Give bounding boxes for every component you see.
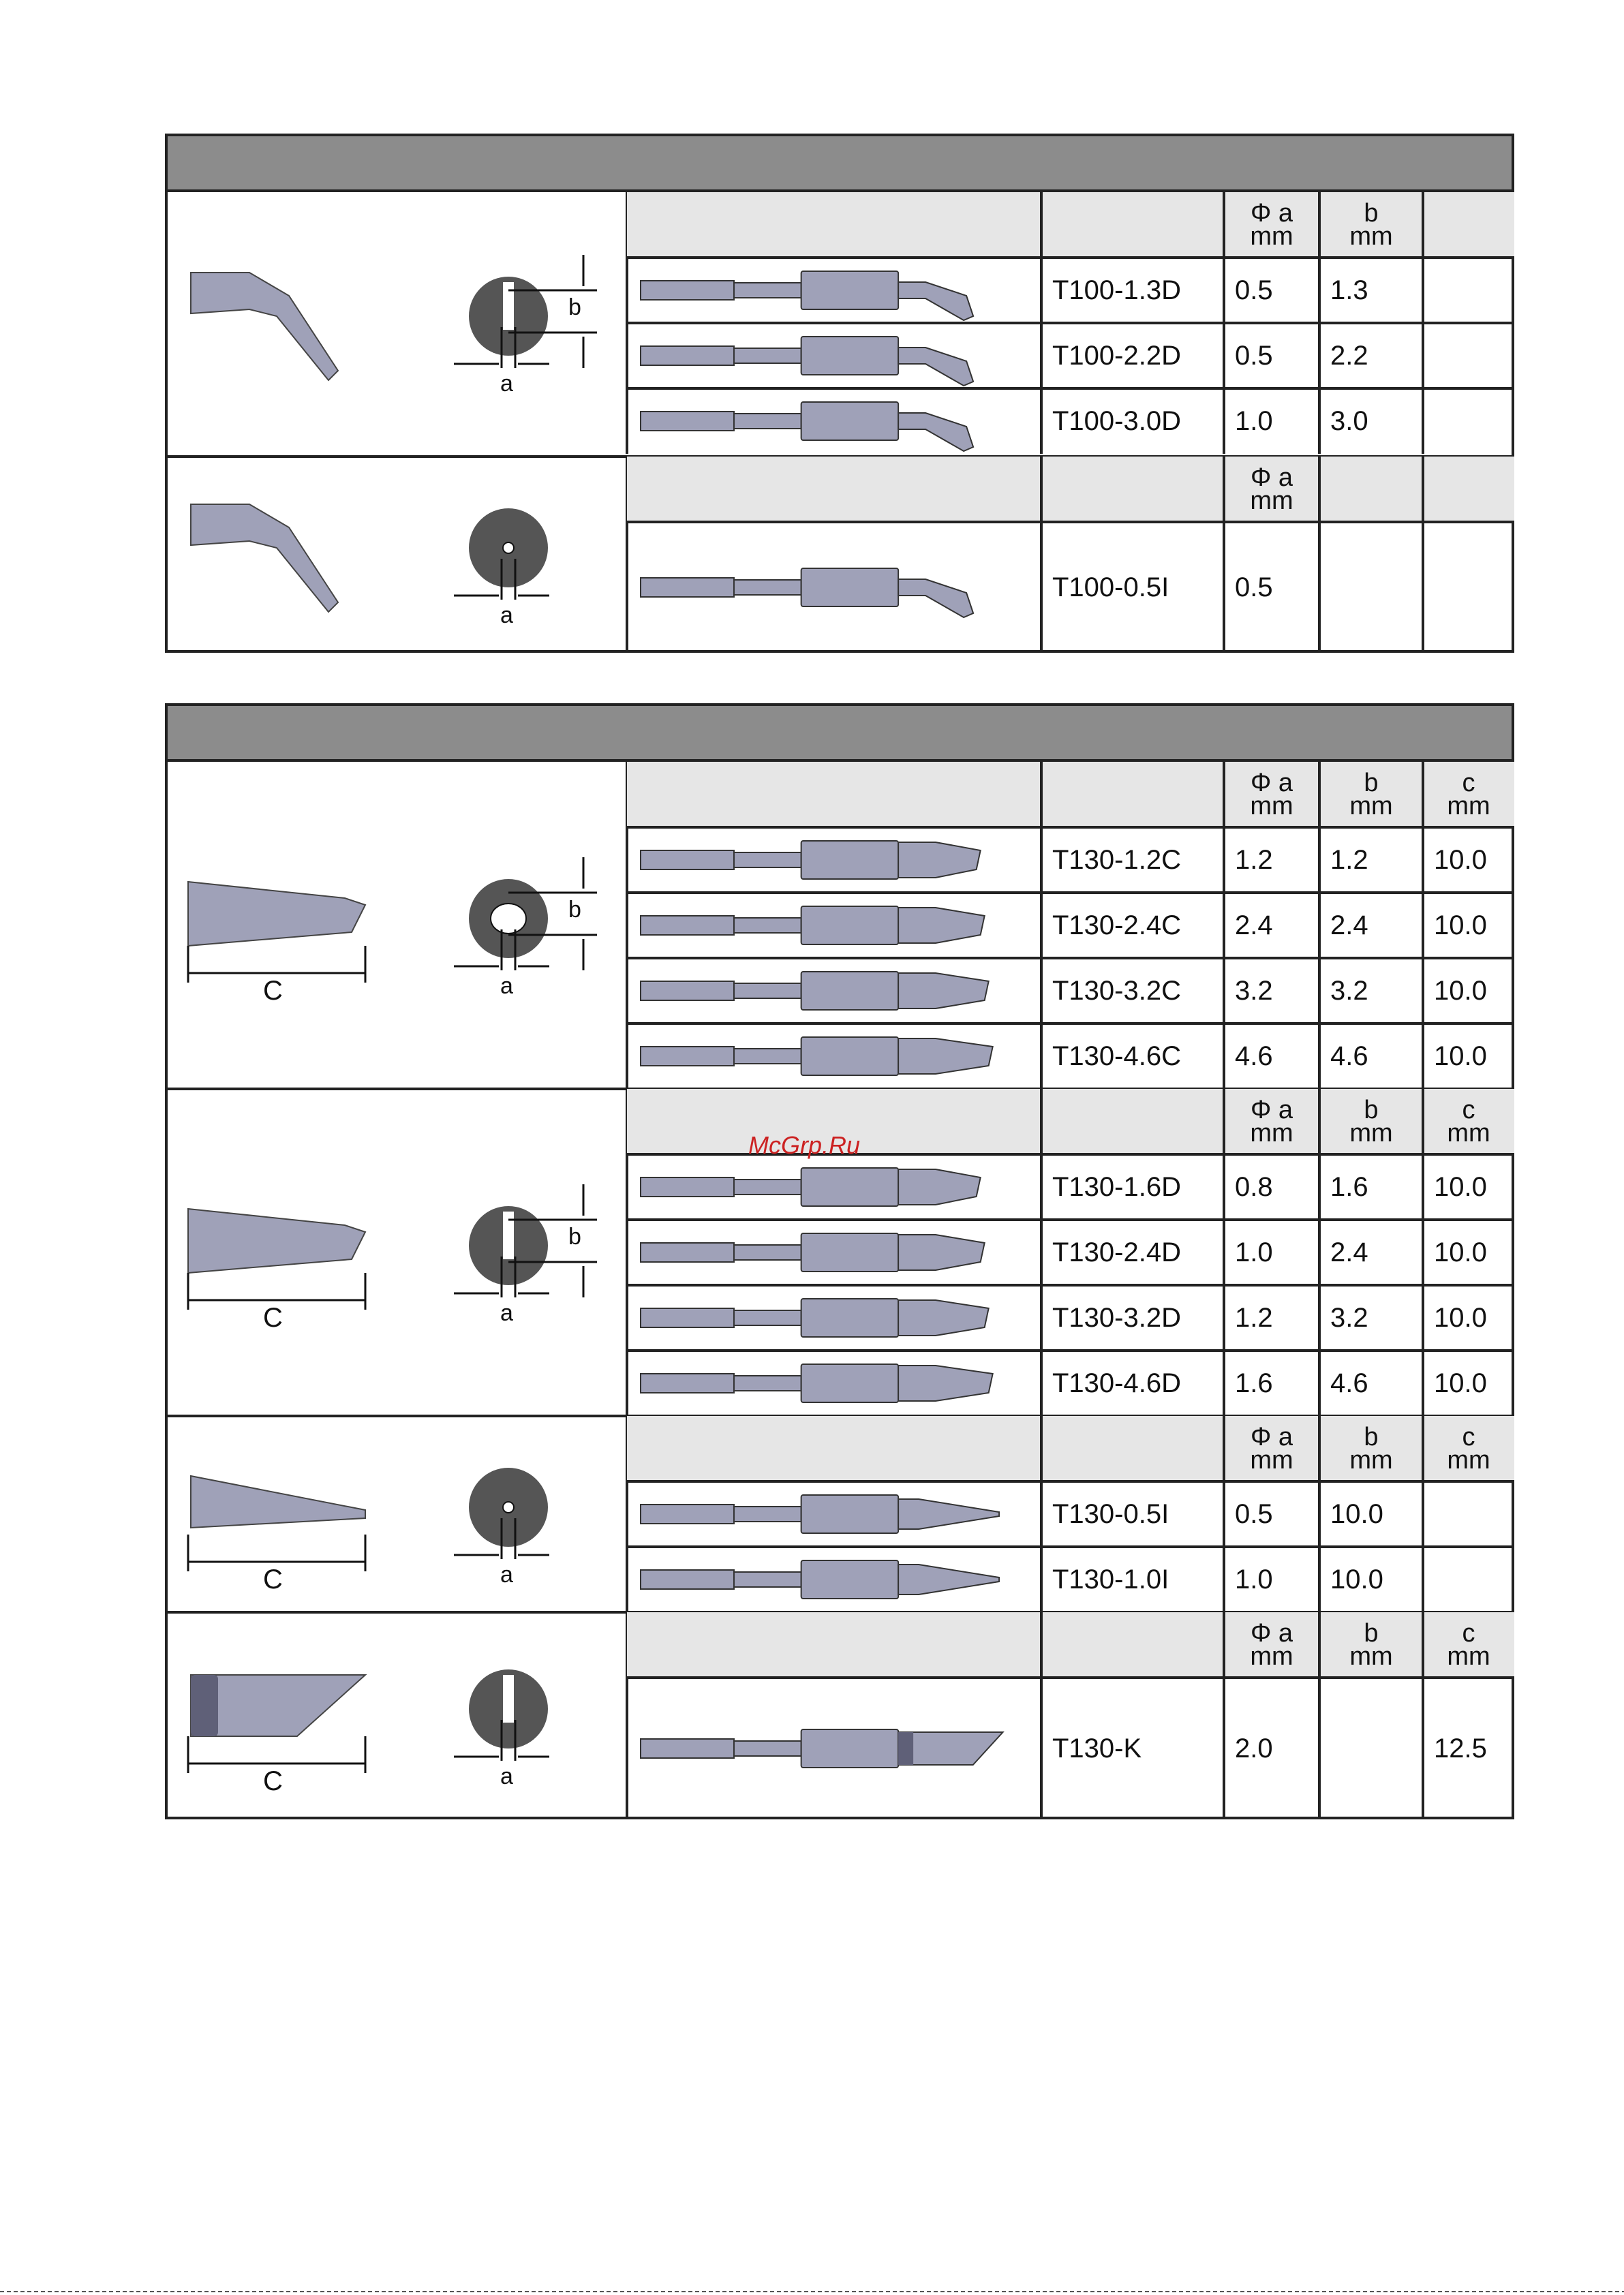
tip-image	[641, 1299, 989, 1337]
tip-image	[641, 972, 989, 1010]
cell-a: 3.2	[1235, 976, 1273, 1006]
header-b: b mm	[1349, 1423, 1393, 1475]
cell-model: T100-0.5I	[1052, 572, 1169, 602]
cell-b: 3.0	[1330, 406, 1368, 436]
cell-b: 4.6	[1330, 1041, 1368, 1071]
diagram-label-a: a	[500, 1763, 513, 1789]
diagram-label-c: C	[263, 1303, 283, 1333]
header-b: b mm	[1349, 199, 1393, 251]
cell-b: 2.4	[1330, 1237, 1368, 1267]
page-edge-line	[0, 2291, 1624, 2292]
header-a: Φ a mm	[1250, 1423, 1293, 1475]
cell-a: 0.5	[1235, 1499, 1273, 1529]
tip-diagram	[188, 1468, 549, 1571]
header-a: Φ a mm	[1250, 1096, 1293, 1148]
header-b: b mm	[1349, 1619, 1393, 1671]
cell-c: 10.0	[1434, 1303, 1487, 1333]
cell-a: 2.0	[1235, 1734, 1273, 1763]
cell-a: 1.0	[1235, 1237, 1273, 1267]
diagram-label-a: a	[500, 1562, 513, 1588]
tip-diagram	[188, 857, 597, 983]
tip-image-t130-1-6d	[634, 1154, 1028, 1220]
header-b: b mm	[1349, 1096, 1393, 1148]
watermark: McGrp.Ru	[748, 1131, 861, 1159]
tip-image	[641, 841, 981, 879]
tip-image-t130-k	[634, 1678, 1028, 1819]
tip-image-t130-2-4d	[634, 1220, 1028, 1285]
diagram-1-1	[174, 192, 627, 454]
cell-model: T130-3.2C	[1052, 976, 1181, 1006]
header-b: b mm	[1349, 769, 1393, 820]
tip-diagram	[188, 1184, 597, 1310]
diagram-label-c: C	[263, 976, 283, 1006]
tip-image-t130-0-5i	[634, 1481, 1028, 1547]
cell-a: 1.2	[1235, 845, 1273, 875]
tip-image	[641, 1729, 1003, 1768]
tip-image-t130-3-2d	[634, 1285, 1028, 1351]
cell-c: 10.0	[1434, 1368, 1487, 1398]
tip-image-t130-1-0i	[634, 1547, 1028, 1612]
diagram-label-c: C	[263, 1565, 283, 1595]
diagram-2-3	[174, 1416, 627, 1612]
tip-image	[641, 1560, 999, 1599]
cell-model: T130-0.5I	[1052, 1499, 1169, 1529]
cell-b: 10.0	[1330, 1499, 1383, 1529]
cell-b: 3.2	[1330, 976, 1368, 1006]
diagram-label-a: a	[500, 602, 513, 628]
cell-b: 1.2	[1330, 845, 1368, 875]
cell-a: 1.0	[1235, 1565, 1273, 1595]
cell-model: T130-1.6D	[1052, 1172, 1181, 1202]
cell-model: T130-2.4C	[1052, 910, 1181, 940]
header-c: c mm	[1447, 769, 1490, 820]
table-header-bar	[168, 706, 1512, 762]
cell-model: T130-4.6D	[1052, 1368, 1181, 1398]
diagram-1-2	[174, 457, 627, 653]
cell-b: 4.6	[1330, 1368, 1368, 1398]
cell-a: 0.5	[1235, 341, 1273, 371]
cell-model: T130-4.6C	[1052, 1041, 1181, 1071]
diagram-label-c: C	[263, 1766, 283, 1796]
cell-model: T130-K	[1052, 1734, 1142, 1763]
tip-image-t130-2-4c	[634, 893, 1028, 958]
tip-image	[641, 402, 973, 451]
cell-c: 10.0	[1434, 1172, 1487, 1202]
tip-image	[641, 1364, 993, 1402]
cell-b: 1.3	[1330, 275, 1368, 305]
cell-model: T130-1.0I	[1052, 1565, 1169, 1595]
cell-model: T130-1.2C	[1052, 845, 1181, 875]
cell-b: 2.2	[1330, 341, 1368, 371]
cell-a: 2.4	[1235, 910, 1273, 940]
diagram-label-b: b	[568, 294, 581, 320]
header-c: c mm	[1447, 1423, 1490, 1475]
diagram-label-a: a	[500, 973, 513, 999]
tip-image-t130-4-6c	[634, 1023, 1028, 1089]
header-a: Φ a mm	[1250, 769, 1293, 820]
diagram-label-a: a	[500, 371, 513, 397]
diagram-label-b: b	[568, 897, 581, 923]
group-header-row	[627, 457, 1514, 522]
header-c: c mm	[1447, 1619, 1490, 1671]
tip-image-t100-3-0d	[634, 388, 1028, 454]
cell-c: 12.5	[1434, 1734, 1487, 1763]
tip-image-t130-1-2c	[634, 827, 1028, 893]
cell-model: T130-3.2D	[1052, 1303, 1181, 1333]
header-a: Φ a mm	[1250, 463, 1293, 515]
cell-model: T130-2.4D	[1052, 1237, 1181, 1267]
tip-image-t100-0-5i	[634, 522, 1028, 653]
cell-c: 10.0	[1434, 976, 1487, 1006]
tip-image	[641, 568, 973, 617]
cell-b: 2.4	[1330, 910, 1368, 940]
tip-image	[641, 906, 985, 944]
diagram-2-2	[174, 1089, 627, 1416]
tip-diagram	[191, 255, 597, 380]
diagram-2-1	[174, 762, 627, 1089]
cell-model: T100-1.3D	[1052, 275, 1181, 305]
tip-diagram	[188, 1669, 549, 1773]
cell-c: 10.0	[1434, 910, 1487, 940]
diagram-label-b: b	[568, 1224, 581, 1250]
diagram-2-4	[174, 1612, 627, 1819]
tip-table-2	[165, 703, 1514, 1819]
cell-a: 0.5	[1235, 275, 1273, 305]
cell-c: 10.0	[1434, 1237, 1487, 1267]
tip-image	[641, 271, 973, 320]
tip-image-t130-4-6d	[634, 1351, 1028, 1416]
cell-a: 0.5	[1235, 572, 1273, 602]
cell-model: T100-3.0D	[1052, 406, 1181, 436]
tip-table-1	[165, 134, 1514, 653]
tip-image-t100-2-2d	[634, 323, 1028, 388]
cell-a: 0.8	[1235, 1172, 1273, 1202]
cell-c: 10.0	[1434, 845, 1487, 875]
cell-b: 1.6	[1330, 1172, 1368, 1202]
tip-image-t100-1-3d	[634, 258, 1028, 323]
tip-image	[641, 1233, 985, 1272]
cell-c: 10.0	[1434, 1041, 1487, 1071]
diagram-label-a: a	[500, 1300, 513, 1326]
cell-a: 4.6	[1235, 1041, 1273, 1071]
tip-image	[641, 1168, 981, 1206]
tip-image	[641, 1495, 999, 1533]
table-header-bar	[168, 136, 1512, 192]
cell-a: 1.2	[1235, 1303, 1273, 1333]
header-a: Φ a mm	[1250, 199, 1293, 251]
cell-a: 1.6	[1235, 1368, 1273, 1398]
tip-diagram	[191, 504, 549, 612]
cell-a: 1.0	[1235, 406, 1273, 436]
cell-b: 10.0	[1330, 1565, 1383, 1595]
cell-model: T100-2.2D	[1052, 341, 1181, 371]
header-c: c mm	[1447, 1096, 1490, 1148]
tip-image	[641, 337, 973, 386]
tip-image-t130-3-2c	[634, 958, 1028, 1023]
header-a: Φ a mm	[1250, 1619, 1293, 1671]
cell-b: 3.2	[1330, 1303, 1368, 1333]
tip-image	[641, 1037, 993, 1075]
